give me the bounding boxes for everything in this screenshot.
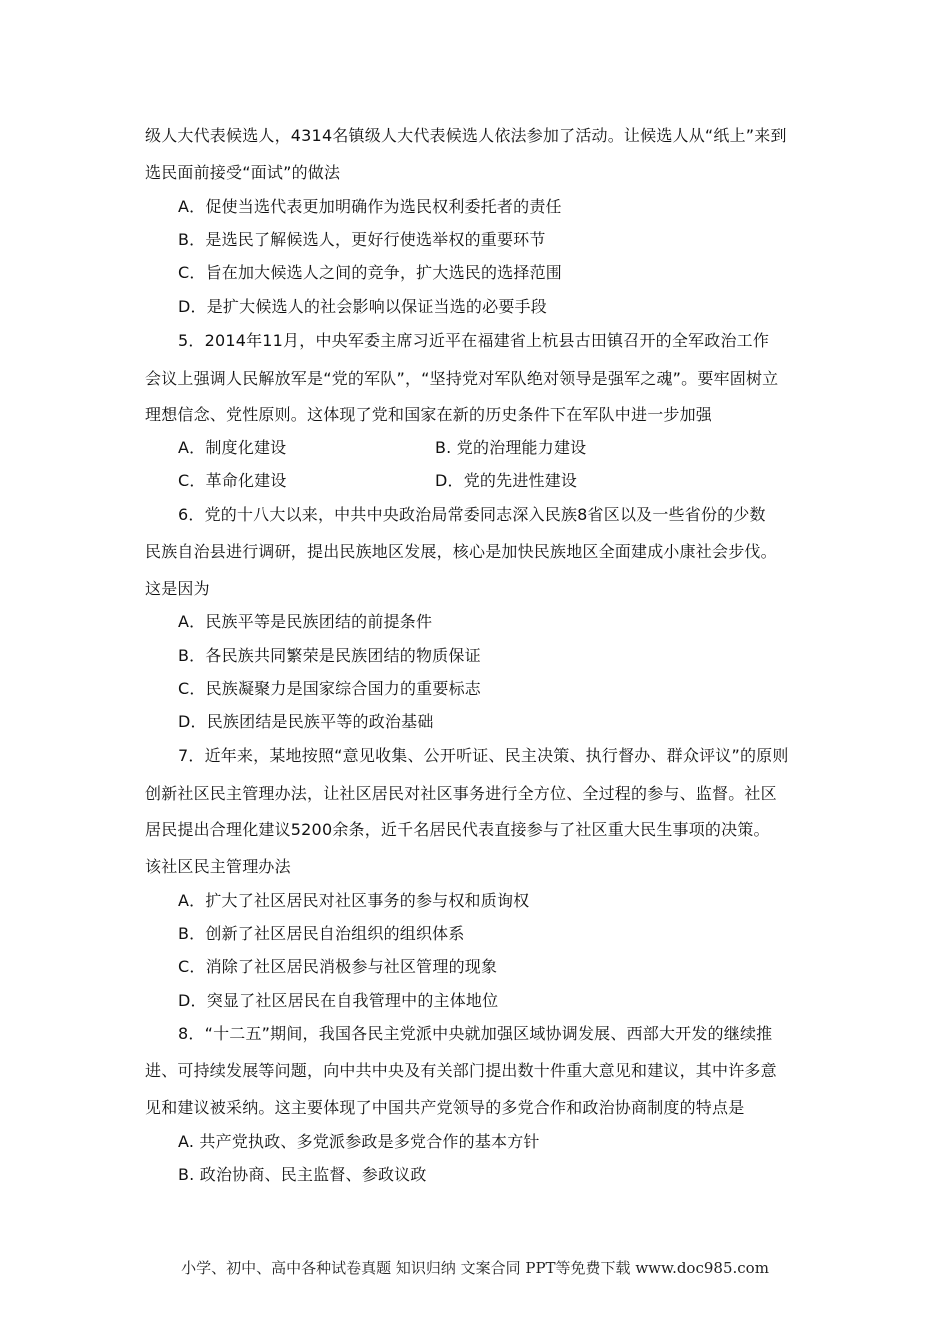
- q8-option-a: A. 共产党执政、多党派参政是多党合作的基本方针: [178, 1132, 540, 1151]
- q8-stem-line-1: 8．“十二五”期间，我国各民主党派中央就加强区域协调发展、西部大开发的继续推: [178, 1024, 773, 1043]
- q7-option-a: A．扩大了社区居民对社区事务的参与权和质询权: [178, 891, 530, 910]
- q7-stem-line-2: 创新社区民主管理办法，让社区居民对社区事务进行全方位、全过程的参与、监督。社区: [145, 784, 777, 803]
- q4-option-b: B．是选民了解候选人，更好行使选举权的重要环节: [178, 230, 546, 249]
- q5-option-d: D．党的先进性建设: [435, 471, 578, 490]
- q5-stem-line-2: 会议上强调人民解放军是“党的军队”，“坚持党对军队绝对领导是强军之魂”。要牢固树立: [145, 369, 779, 388]
- q5-option-b: B. 党的治理能力建设: [435, 438, 587, 457]
- q6-option-d: D．民族团结是民族平等的政治基础: [178, 712, 434, 731]
- q8-option-b: B. 政治协商、民主监督、参政议政: [178, 1165, 427, 1184]
- q4-stem-line-2: 选民面前接受“面试”的做法: [145, 163, 341, 182]
- q6-stem-line-2: 民族自治县进行调研，提出民族地区发展，核心是加快民族地区全面建成小康社会步伐。: [145, 542, 777, 561]
- q7-stem-line-1: 7．近年来，某地按照“意见收集、公开听证、民主决策、执行督办、群众评议”的原则: [178, 746, 789, 765]
- q4-option-c: C．旨在加大候选人之间的竞争，扩大选民的选择范围: [178, 263, 562, 282]
- q6-option-b: B．各民族共同繁荣是民族团结的物质保证: [178, 646, 481, 665]
- q7-option-d: D．突显了社区居民在自我管理中的主体地位: [178, 991, 499, 1010]
- q6-stem-line-3: 这是因为: [145, 579, 210, 598]
- q5-stem-line-1: 5．2014年11月，中央军委主席习近平在福建省上杭县古田镇召开的全军政治工作: [178, 331, 770, 350]
- q5-option-c: C．革命化建设: [178, 471, 287, 490]
- q4-stem-line-1: 级人大代表候选人，4314名镇级人大代表候选人依法参加了活动。让候选人从“纸上”来到: [145, 126, 787, 145]
- q4-option-d: D．是扩大候选人的社会影响以保证当选的必要手段: [178, 297, 547, 316]
- q8-stem-line-3: 见和建议被采纳。这主要体现了中国共产党领导的多党合作和政治协商制度的特点是: [145, 1098, 745, 1117]
- q8-stem-line-2: 进、可持续发展等问题，向中共中央及有关部门提出数十件重大意见和建议，其中许多意: [145, 1061, 777, 1080]
- page-footer: 小学、初中、高中各种试卷真题 知识归纳 文案合同 PPT等免费下载 www.doc985.com: [181, 1259, 769, 1277]
- q7-stem-line-4: 该社区民主管理办法: [145, 857, 291, 876]
- q5-stem-line-3: 理想信念、党性原则。这体现了党和国家在新的历史条件下在军队中进一步加强: [145, 405, 713, 424]
- q4-option-a: A．促使当选代表更加明确作为选民权利委托者的责任: [178, 197, 562, 216]
- q6-option-a: A．民族平等是民族团结的前提条件: [178, 612, 433, 631]
- q6-stem-line-1: 6．党的十八大以来，中共中央政治局常委同志深入民族8省区以及一些省份的少数: [178, 505, 766, 524]
- q7-option-b: B．创新了社区居民自治组织的组织体系: [178, 924, 465, 943]
- q7-stem-line-3: 居民提出合理化建议5200余条，近千名居民代表直接参与了社区重大民生事项的决策。: [145, 820, 770, 839]
- q5-option-a: A．制度化建设: [178, 438, 287, 457]
- q7-option-c: C．消除了社区居民消极参与社区管理的现象: [178, 957, 498, 976]
- q6-option-c: C．民族凝聚力是国家综合国力的重要标志: [178, 679, 481, 698]
